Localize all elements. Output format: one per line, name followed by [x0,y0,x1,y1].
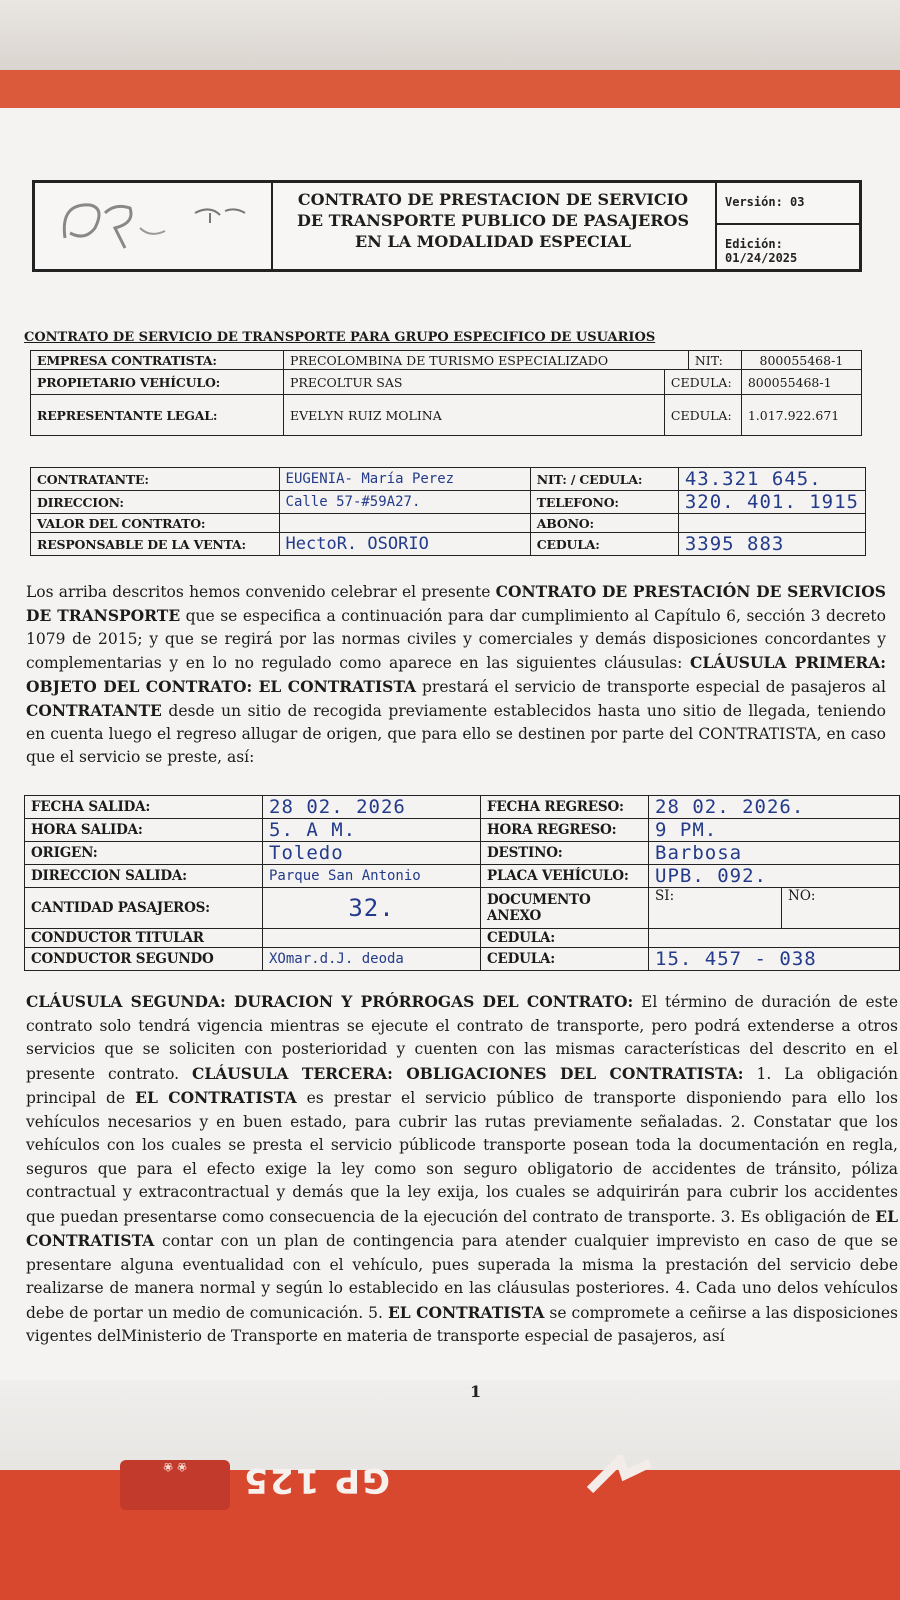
direccion-value: Calle 57-#59A27. [285,494,421,510]
placa-value: UPB. 092. [655,865,767,887]
text-run: EL CONTRATISTA [387,1302,545,1322]
contratante-value: EUGENIA- María Perez [285,471,455,487]
text-run: CLÁUSULA TERCERA: OBLIGACIONES DEL CONTRATISTA: [192,1063,744,1083]
document-title [273,183,713,269]
destino-label: DESTINO: [481,842,649,865]
text-run: es prestar el servicio público de transporte disponiendo para ello los vehículos necesarios y en buen estado, para cubrir las rutas previamente señaladas. 2. Constatar que los vehículos con los cuales se presta el servicio públicode transporte posean toda la documentación en regla, seguros que para el efecto exige la ley como son seguro obligatorio de accidentes de tránsito, póliza contractual y extracontractual y demás que la ley exija, los cuales se adquirirán para cubrir los accidentes que puedan presentarse como consecuencia de la ejecución del contrato de transporte. 3. Es obligación de [26,1089,898,1226]
telefono-label: TELEFONO: [530,491,678,514]
text-run: que se especifica a continuación para dar cumplimiento al Capítulo 6, sección 3 decreto 1079 de 2015; y que se regirá por las normas civiles y comerciales y demás disposiciones concordantes y complementarias y en lo no regulado como aparece en las siguientes cláusulas: [26,607,886,672]
trip-table [24,795,900,971]
segundo-cedula-label: CEDULA: [481,948,649,971]
hora-salida-value: 5. A M. [269,819,357,841]
nit-label: NIT: [688,351,741,370]
empresa-label: EMPRESA CONTRATISTA: [31,351,284,370]
company-table [30,350,862,436]
direccion-salida-label: DIRECCION SALIDA: [25,865,263,888]
valor-label: VALOR DEL CONTRATO: [31,514,280,533]
responsable-cedula: 3395 883 [684,533,785,555]
edition-text: Edición: 01/24/2025 [725,237,798,265]
text-run: se compromete a ceñirse a las disposiciones vigentes delMinisterio de Transporte en materia de transporte especial de pasajeros, así [26,1303,899,1345]
text-run: prestará el servicio de transporte especial de pasajeros al [416,678,887,696]
representante-cedula: 1.017.922.671 [741,395,861,436]
text-run: CONTRATANTE [26,701,162,720]
title-line-2: DE TRANSPORTE PUBLICO DE PASAJEROS [296,211,690,230]
text-run: CLÁUSULA PRIMERA: OBJETO DEL CONTRATO: EL CONTRATISTA [26,653,886,696]
responsable-label: RESPONSABLE DE LA VENTA: [31,533,280,556]
text-run: CONTRATO DE PRESTACIÓN DE SERVICIOS DE TRANSPORTE [26,582,886,625]
text-run: El término de duración de este contrato solo tendrá vigencia mientras se ejecute el contrato de transporte, pero podrá extenderse a otros servicios que se soliciten con posterioridad y cuenten con las mismas características del descrito en el presente contrato. [26,993,898,1083]
intro-paragraph [26,580,886,769]
text-run: Los arriba descritos hemos convenido celebrar el presente [26,583,496,601]
conductor-titular-value [263,929,481,948]
empresa-value: PRECOLOMBINA DE TURISMO ESPECIALIZADO [284,351,689,370]
text-run: CLÁUSULA SEGUNDA: DURACION Y PRÓRROGAS DEL CONTRATO: [26,992,634,1011]
cantidad-value: 32. [348,894,395,922]
title-line-3: EN LA MODALIDAD ESPECIAL [355,232,631,251]
nit-value: 800055468-1 [741,351,861,370]
titular-cedula-value [649,929,900,948]
conductor-segundo-cedula: 15. 457 - 038 [655,948,817,970]
propietario-label: PROPIETARIO VEHÍCULO: [31,370,284,395]
propietario-value: PRECOLTUR SAS [284,370,665,395]
clauses-paragraph [26,990,898,1349]
text-run: desde un sitio de recogida previamente establecidos hasta uno sitio de llegada, teniendo en cuenta luego el regreso allugar de origen, que para ello se destinen por parte del CONTRATISTA, en caso que el servicio se preste, así: [26,702,886,766]
hora-salida-label: HORA SALIDA: [25,819,263,842]
page-number: 1 [470,1382,482,1401]
placa-label: PLACA VEHÍCULO: [481,865,649,888]
propietario-cedula: 800055468-1 [741,370,861,395]
responsable-cedula-label: CEDULA: [530,533,678,556]
direccion-label: DIRECCION: [31,491,280,514]
company-logo [35,183,273,269]
folder-mark-icon [580,1455,660,1495]
abono-label: ABONO: [530,514,678,533]
destino-value: Barbosa [655,842,743,864]
folder-logo: ❀ ❀ [120,1460,230,1510]
cantidad-label: CANTIDAD PASAJEROS: [25,888,263,929]
representante-value: EVELYN RUIZ MOLINA [284,395,665,436]
hora-regreso-label: HORA REGRESO: [481,819,649,842]
section-title: CONTRATO DE SERVICIO DE TRANSPORTE PARA GRUPO ESPECIFICO DE USUARIOS [24,330,656,345]
origen-value: Toledo [269,842,344,864]
responsable-value: HectoR. OSORIO [285,534,429,554]
contratante-label: CONTRATANTE: [31,468,280,491]
representante-label: REPRESENTANTE LEGAL: [31,395,284,436]
documento-label: DOCUMENTO ANEXO [481,888,649,929]
conductor-segundo-label: CONDUCTOR SEGUNDO [25,948,263,971]
direccion-salida-value: Parque San Antonio [269,868,421,884]
valor-value [279,514,530,533]
text-run: contar con un plan de contingencia para atender cualquier imprevisto en caso de que se presentare alguna eventualidad con el vehículo, pues superada la misma la prestación del servicio debe realizarse de manera normal y según lo establecido en las cláusulas posteriores. 4. Cada uno delos vehículos debe de portar un medio de comunicación. 5. [26,1232,898,1322]
text-run: 1. La obligación principal de [26,1064,898,1107]
background-surface [0,0,900,80]
fecha-salida-value: 28 02. 2026 [269,796,406,818]
si-label: SI: [649,888,782,929]
fecha-salida-label: FECHA SALIDA: [25,796,263,819]
folder-label: GP 125 [242,1460,390,1500]
titular-cedula-label: CEDULA: [481,929,649,948]
title-line-1: CONTRATO DE PRESTACION DE SERVICIO [297,190,689,209]
version-box [715,183,861,269]
text-run: EL CONTRATISTA [135,1088,297,1107]
fecha-regreso-value: 28 02. 2026. [655,796,805,818]
representante-cedula-label: CEDULA: [664,395,741,436]
document-header [32,180,862,272]
fecha-regreso-label: FECHA REGRESO: [481,796,649,819]
logo-signature-icon [35,183,271,269]
conductor-titular-label: CONDUCTOR TITULAR [25,929,263,948]
nit-cedula-label: NIT: / CEDULA: [530,468,678,491]
no-label: NO: [782,888,900,929]
version-text: Versión: 03 [717,183,861,225]
conductor-segundo-value: XOmar.d.J. deoda [269,951,404,967]
origen-label: ORIGEN: [25,842,263,865]
nit-cedula-value: 43.321 645. [684,468,822,490]
abono-value [678,514,865,533]
text-run: EL CONTRATISTA [26,1206,898,1250]
hora-regreso-value: 9 PM. [655,819,718,841]
propietario-cedula-label: CEDULA: [664,370,741,395]
telefono-value: 320. 401. 1915 [684,491,859,513]
client-table [30,467,866,556]
